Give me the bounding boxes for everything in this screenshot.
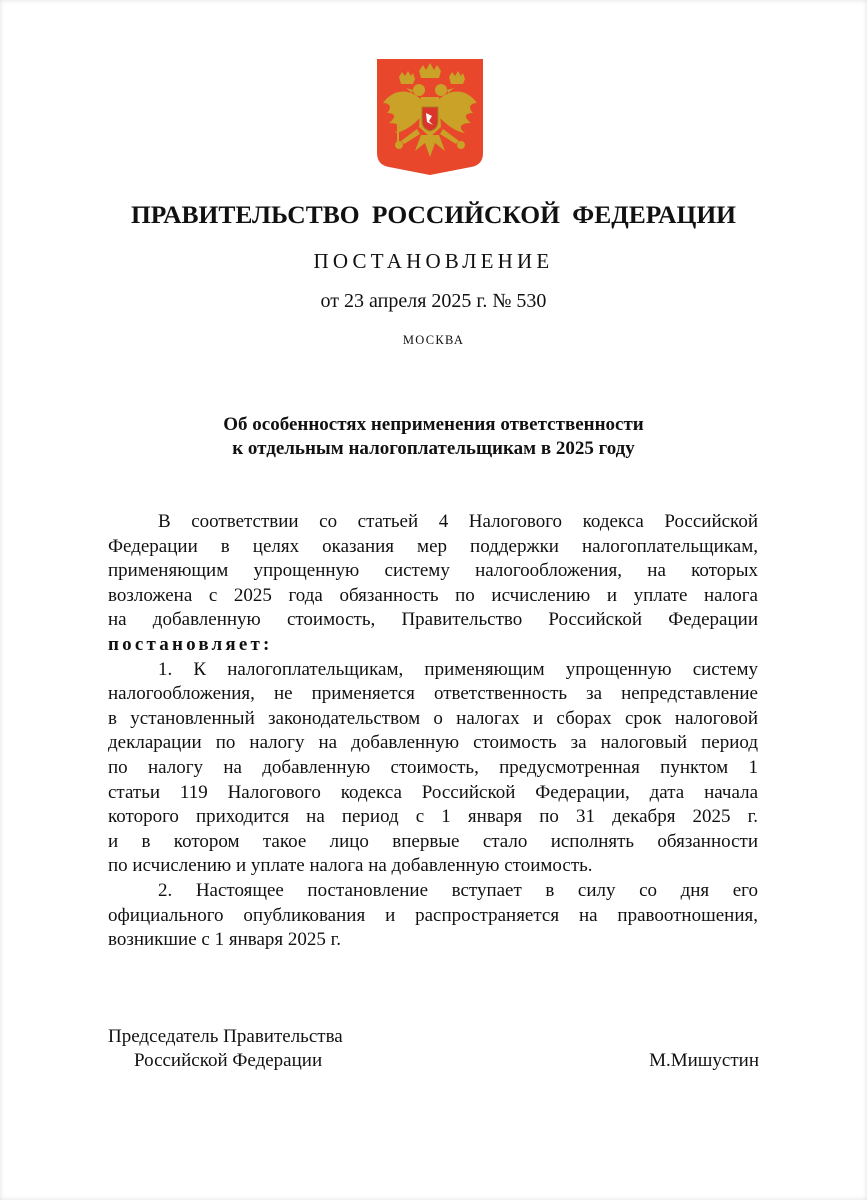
text-line: и в котором такое лицо впервые стало исполнять обязанности (108, 830, 758, 852)
preamble-paragraph (108, 510, 758, 658)
document-title-line: к отдельным налогоплательщикам в 2025 году (232, 438, 635, 459)
signatory-position-line: Председатель Правительства (108, 1026, 343, 1047)
text-line: 1. К налогоплательщикам, применяющим упрощенную систему (158, 658, 758, 680)
russian-coat-of-arms-icon (375, 57, 485, 177)
text-line: по налогу на добавленную стоимость, предусмотренная пунктом 1 (108, 756, 758, 778)
document-date-number: от 23 апреля 2025 г. № 530 (320, 290, 547, 312)
document-title-line: Об особенностях неприменения ответственности (223, 414, 644, 435)
text-line: которого приходится на период с 1 января по 31 декабря 2025 г. (108, 806, 758, 828)
government-name: ПРАВИТЕЛЬСТВО РОССИЙСКОЙ ФЕДЕРАЦИИ (130, 200, 737, 229)
text-line: возложена с 2025 года обязанность по исчислению и уплате налога (108, 584, 758, 606)
decision-word: постановляет: (108, 633, 273, 655)
document-body (108, 510, 758, 953)
text-line: применяющим упрощенную систему налогообложения, на которых (108, 560, 758, 582)
signatory-name: М.Мишустин (649, 1050, 759, 1071)
text-line: 2. Настоящее постановление вступает в силу со дня его (158, 879, 758, 901)
clause-2-paragraph (108, 879, 758, 953)
signatory-position (108, 1025, 343, 1073)
text-line: В соответствии со статьей 4 Налогового кодекса Российской (158, 511, 758, 532)
document-city: МОСКВА (402, 333, 465, 347)
document-type: ПОСТАНОВЛЕНИЕ (313, 249, 554, 273)
text-line: возникшие с 1 января 2025 г. (108, 929, 342, 951)
text-line: статьи 119 Налогового кодекса Российской Федерации, дата начала (108, 781, 758, 803)
text-line: налогообложения, не применяется ответственность за непредставление (108, 683, 758, 705)
clause-1-paragraph (108, 658, 758, 879)
text-line: декларации по налогу на добавленную стоимость за налоговый период (108, 732, 758, 754)
text-line: официального опубликования и распространяется на правоотношения, (108, 904, 758, 926)
document-title (0, 413, 867, 461)
text-line: по исчислению и уплате налога на добавленную стоимость. (108, 855, 593, 877)
text-line: в установленный законодательством о налогах и сборах срок налоговой (108, 707, 758, 729)
text-line: на добавленную стоимость, Правительство Российской Федерации (108, 609, 758, 631)
signatory-position-line: Российской Федерации (134, 1050, 323, 1071)
text-line: Федерации в целях оказания мер поддержки налогоплательщикам, (108, 535, 758, 557)
